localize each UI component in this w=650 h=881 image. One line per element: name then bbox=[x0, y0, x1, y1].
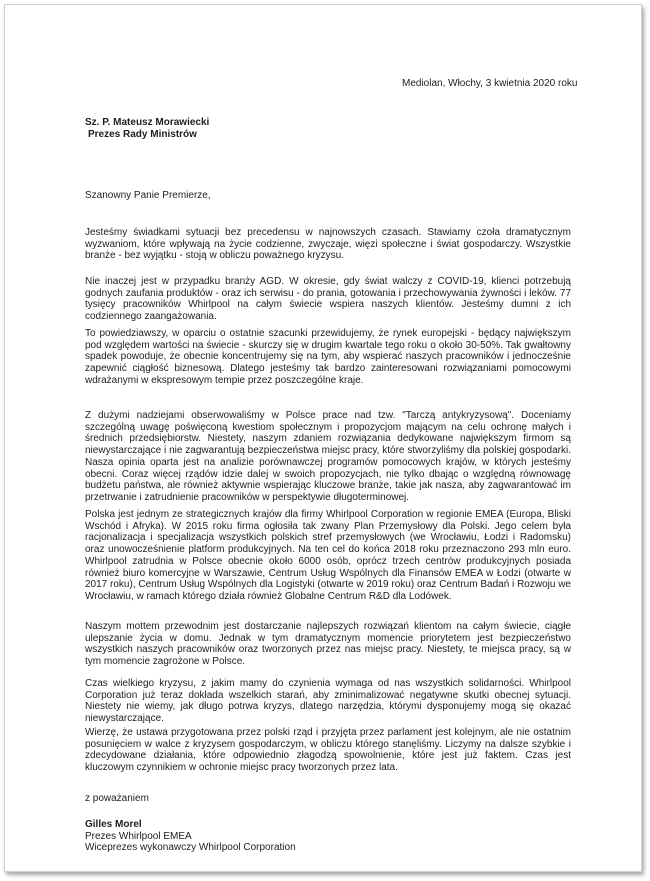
signer-name: Gilles Morel bbox=[85, 819, 142, 830]
paragraph: To powiedziawszy, w oparciu o ostatnie szacunki przewidujemy, że rynek europejski - będący największym pod względem wartości na świecie - skurczy się w drugim kwartale tego roku o około 30-50%. Tak gwałtowny spadek powoduje, że obecnie koncentrujemy się na tym, aby wspierać naszych pracowników i jednocześnie zapewnić ciągłość biznesową. Dlatego jesteśmy tak bardzo zainteresowani rozwiązaniami pomocowymi wdrażanymi w ekspresowym tempie przez poszczególne kraje. bbox=[85, 328, 571, 386]
greeting: Szanowny Panie Premierze, bbox=[85, 190, 211, 201]
signer-role: Wiceprezes wykonawczy Whirlpool Corporation bbox=[85, 842, 296, 854]
addressee-block bbox=[85, 117, 571, 140]
place-date: Mediolan, Włochy, 3 kwietnia 2020 roku bbox=[402, 78, 578, 89]
paragraph: Polska jest jednym ze strategicznych krajów dla firmy Whirlpool Corporation w regionie EMEA (Europa, Bliski Wschód i Afryka). W 2015 roku firma ogłosiła tak zwany Plan Przemysłowy dla Polski. Jego celem była racjonalizacja i specjalizacja wszystkich polskich stref przemysłowych (we Wrocławiu, Łodzi i Radomsku) oraz unowocześnienie platform produkcyjnych. Na ten cel do końca 2018 roku przeznaczono 293 mln euro. Whirlpool zatrudnia w Polsce obecnie około 6000 osób, oprócz trzech centrów produkcyjnych posiada również biuro komercyjne w Warszawie, Centrum Usług Wspólnych dla Finansów EMEA w Łodzi (otwarte w 2017 roku), Centrum Usług Wspólnych dla Logistyki (otwarte w 2019 roku) oraz Centrum Badań i Rozwoju we Wrocławiu, w ramach którego działa również Globalne Centrum R&D dla Lodówek. bbox=[85, 509, 571, 602]
paragraph: Nie inaczej jest w przypadku branży AGD. W okresie, gdy świat walczy z COVID-19, klienci potrzebują godnych zaufania produktów - oraz ich serwisu - do prania, gotowania i przechowywania żywności i leków. 77 tysięcy pracowników Whirlpool na całym świecie wspiera naszych klientów. Jesteśmy dumni z ich codziennego zaangażowania. bbox=[85, 276, 571, 323]
paragraph: Wierzę, że ustawa przygotowana przez polski rząd i przyjęta przez parlament jest kolejnym, ale nie ostatnim posunięciem w walce z kryzysem gospodarczym, w obliczu którego stanęliśmy. Liczymy na dalsze szybkie i zdecydowane działania, które odpowiednio złagodzą spowolnienie, które jest już faktem. Czas jest kluczowym czynnikiem w ochronie miejsc pracy tworzonych przez lata. bbox=[85, 727, 571, 774]
letter-page bbox=[4, 4, 642, 872]
paragraph: Naszym mottem przewodnim jest dostarczanie najlepszych rozwiązań klientom na całym świecie, ciągłe ulepszanie życia w domu. Jednak w tym dramatycznym momencie priorytetem jest bezpieczeństwo wszystkich naszych pracowników oraz tworzonych przez nas miejsc pracy. Niestety, te miejsca pracy, są w tym momencie zagrożone w Polsce. bbox=[85, 621, 571, 668]
addressee-title: Prezes Rady Ministrów bbox=[88, 128, 197, 140]
signature-block bbox=[85, 819, 571, 854]
paragraph: Z dużymi nadziejami obserwowaliśmy w Polsce prace nad tzw. "Tarczą antykryzysową". Doceniamy szczególną uwagę poświęconą kwestiom społecznym i propozycjom mającym na celu ochronę małych i średnich przedsiębiorstw. Niestety, naszym zdaniem rozwiązania dedykowane największym firmom są niewystarczające i nie zagwarantują bezpieczeństwa miejsc pracy, które stworzyliśmy dla polskiej gospodarki. Nasza opinia oparta jest na analizie porównawczej programów pomocowych krajów, w których jesteśmy obecni. Coraz więcej rządów idzie dalej w swoich propozycjach, nie tylko dbając o względną równowagę budżetu państwa, ale również aktywnie wspierając kluczowe branże, takie jak nasza, aby zagwarantować im przetrwanie i zatrudnienie pracowników w perspektywie długoterminowej. bbox=[85, 410, 571, 503]
addressee-name: Sz. P. Mateusz Morawiecki bbox=[85, 117, 210, 128]
closing: z poważaniem bbox=[85, 793, 149, 804]
paragraph: Jesteśmy świadkami sytuacji bez precedensu w najnowszych czasach. Stawiamy czoła dramatycznym wyzwaniom, które wpływają na życie codzienne, zwyczaje, więzi społeczne i świat gospodarczy. Wszystkie branże - bez wyjątku - stoją w obliczu poważnego kryzysu. bbox=[85, 227, 571, 262]
signer-role: Prezes Whirlpool EMEA bbox=[85, 830, 192, 842]
paragraph: Czas wielkiego kryzysu, z jakim mamy do czynienia wymaga od nas wszystkich solidarności. Whirlpool Corporation już teraz dokłada wszelkich starań, aby zminimalizować negatywne skutki obecnej sytuacji. Niestety nie wiemy, jak długo potrwa kryzys, dlatego narzędzia, którymi dysponujemy mogą się okazać niewystarczające. bbox=[85, 678, 571, 725]
